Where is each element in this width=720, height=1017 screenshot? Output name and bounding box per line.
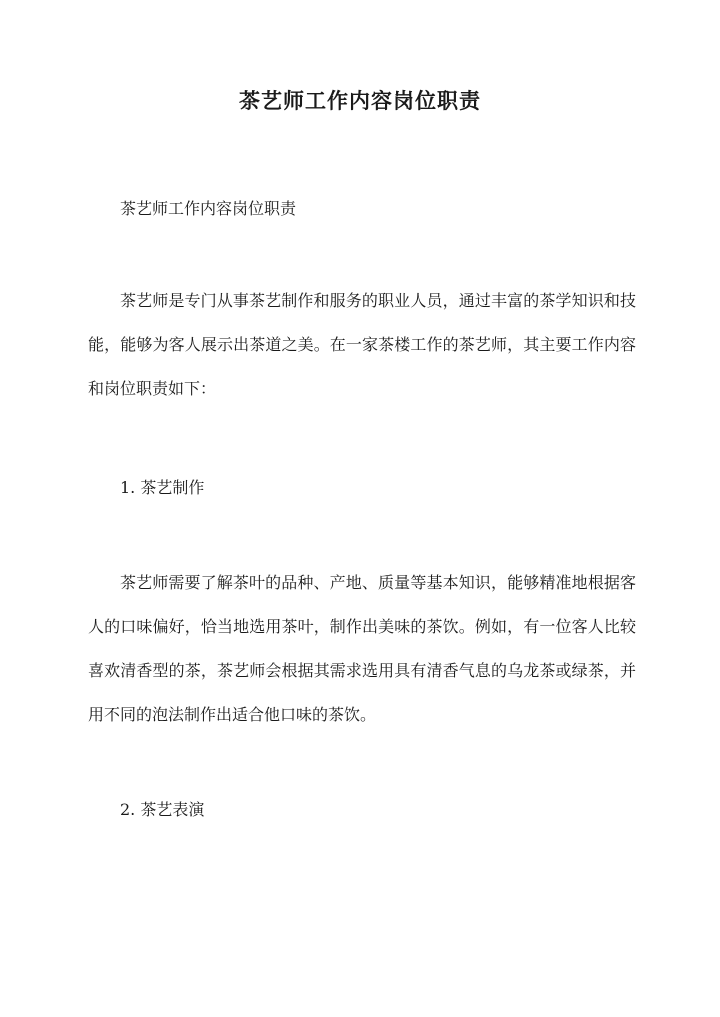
section-body-tea-making: 茶艺师需要了解茶叶的品种、产地、质量等基本知识，能够精准地根据客人的口味偏好，恰当地选用茶叶，制作出美味的茶饮。例如，有一位客人比较喜欢清香型的茶，茶艺师会根据其需求选用具有清香气息的乌龙茶或绿茶，并用不同的泡法制作出适合他口味的茶饮。 xyxy=(88,573,636,724)
section-heading-tea-performance: 2. 茶艺表演 xyxy=(120,800,205,819)
intro-paragraph: 茶艺师是专门从事茶艺制作和服务的职业人员，通过丰富的茶学知识和技能，能够为客人展示出茶道之美。在一家茶楼工作的茶艺师，其主要工作内容和岗位职责如下： xyxy=(88,291,636,398)
section-heading-tea-making: 1. 茶艺制作 xyxy=(120,478,205,497)
document-subtitle: 茶艺师工作内容岗位职责 xyxy=(120,199,297,218)
document-title: 茶艺师工作内容岗位职责 xyxy=(239,88,481,113)
